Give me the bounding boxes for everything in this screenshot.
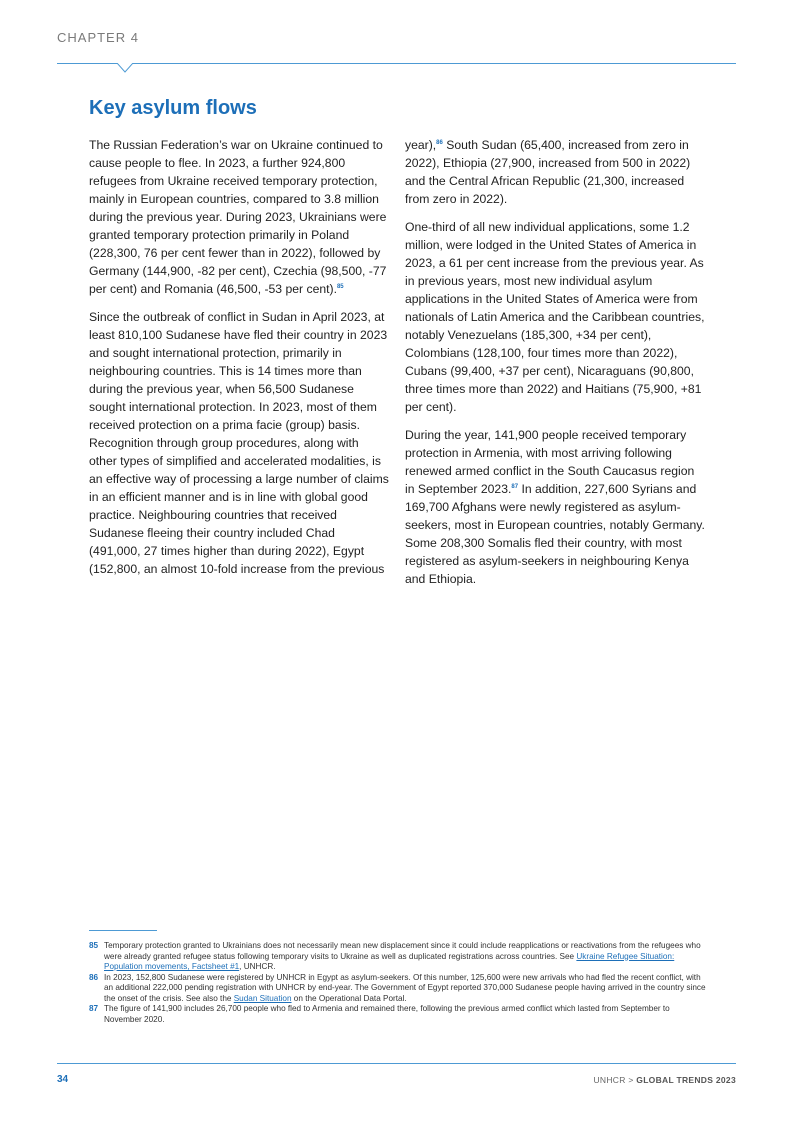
footnote-text-after: , UNHCR.	[239, 962, 276, 971]
footnote-text: The figure of 141,900 includes 26,700 people who fled to Armenia and remained there, following the previous armed conflict which lasted from September to November 2020.	[104, 1004, 670, 1024]
section-title: Key asylum flows	[89, 97, 257, 119]
footnote-number: 86	[89, 972, 99, 982]
footnote-text-before: Temporary protection granted to Ukrainians does not necessarily mean new displacement since it could include reapplications or reactivations from the refugees who were already granted refugee status following temporary visits to Ukraine as well as duplicated registrations across countries. See	[104, 941, 701, 961]
footnote-number: 87	[89, 1004, 99, 1013]
paragraph-sudan-continued-rest: South Sudan (65,400, increased from zero in 2022), Ethiopia (27,900, increased from 500 in 2022) and the Central African Republic (21,300, increased from zero in 2022).	[405, 138, 691, 206]
footnote-ref-87[interactable]: 87	[511, 483, 519, 490]
paragraph-ukraine-text: The Russian Federation’s war on Ukraine continued to cause people to flee. In 2023, a further 924,800 refugees from Ukraine received temporary protection, mainly in European countries, compared to 3.8 million during the previous year. During 2023, Ukrainians were granted temporary protection primarily in Poland (228,300, 76 per cent fewer than in 2022), followed by Germany (144,900, -82 per cent), Czechia (98,500, -77 per cent) and Romania (46,500, -53 per cent).	[89, 138, 387, 296]
paragraph-usa: One-third of all new individual applications, some 1.2 million, were lodged in the United States of America in 2023, a 61 per cent increase from the previous year. As in previous years, most new individual asylum applications in the United States of America were from nationals of Latin America and the Caribbean countries, notably Venezuelans (185,300, +34 per cent), Colombians (128,100, four times more than 2022), Cubans (99,400, +37 per cent), Nicaraguans (90,800, three times more than 2022) and Haitians (75,900, +81 per cent).	[405, 220, 705, 414]
header-notch	[117, 63, 133, 73]
footnote-text-after: on the Operational Data Portal.	[291, 993, 407, 1003]
footnote-ref-85[interactable]: 85	[336, 283, 344, 290]
running-footer	[593, 1075, 736, 1085]
footnote-rule	[89, 930, 157, 931]
footnote-ref-86[interactable]: 86	[436, 139, 443, 146]
page-number: 34	[57, 1074, 69, 1085]
paragraph-armenia-start: During the year, 141,900 people received temporary protection in Armenia, with most arriving following renewed armed conflict in the South Caucasus region in September 2023.	[405, 428, 695, 496]
paragraph-armenia-rest: In addition, 227,600 Syrians and 169,700 Afghans were newly registered as asylum-seekers, most in European countries, notably Germany. Some 208,300 Somalis fled their country, with most registered as asylum-seekers in neighbouring Kenya and Ethiopia.	[405, 482, 705, 586]
footnote-87	[89, 1004, 709, 1025]
sudan-situation-link[interactable]: Sudan Situation	[233, 993, 292, 1003]
paragraph-sudan-continued	[405, 136, 705, 208]
paragraph-ukraine	[89, 136, 389, 298]
footnotes	[89, 941, 709, 1025]
footnote-text-before: In 2023, 152,800 Sudanese were registered by UNHCR in Egypt as asylum-seekers. Of this number, 125,600 were new arrivals who had fled the recent conflict, with an additional 222,000 pending registration with UNHCR by end-year. The Government of Egypt reported 370,000 Sudanese people having arrived in the country since the onset of the crisis. See also the	[104, 972, 706, 1003]
publisher: UNHCR	[593, 1075, 626, 1085]
paragraph-armenia	[405, 426, 705, 588]
chapter-label: CHAPTER 4	[57, 30, 139, 45]
left-column	[89, 136, 389, 588]
footnote-number: 85	[89, 941, 99, 950]
publication-title: GLOBAL TRENDS 2023	[636, 1075, 736, 1085]
footnote-text	[104, 973, 709, 1005]
footnote-text	[104, 941, 709, 973]
header-rule	[57, 63, 736, 64]
breadcrumb-separator: >	[628, 1075, 634, 1085]
right-column	[405, 136, 705, 598]
paragraph-sudan-continued-start: year),	[405, 138, 437, 152]
footer-rule	[57, 1063, 736, 1064]
paragraph-sudan: Since the outbreak of conflict in Sudan in April 2023, at least 810,100 Sudanese have fled their country in 2023 and sought international protection, primarily in neighbouring countries. This is 14 times more than during the previous year, when 56,500 Sudanese sought international protection. In 2023, most of them received protection on a prima facie (group) basis. Recognition through group procedures, along with other types of simplified and accelerated modalities, is an effective way of processing a large number of claims in an efficient manner and is in line with global good practice. Neighbouring countries that received Sudanese fleeing their country included Chad (491,000, 27 times higher than during 2022), Egypt (152,800, an almost 10-fold increase from the previous	[89, 310, 389, 576]
ukraine-factsheet-link[interactable]: Ukraine Refugee Situation: Population movements, Factsheet #1	[104, 951, 675, 971]
footnote-86	[89, 973, 709, 1005]
footnote-85	[89, 941, 709, 973]
